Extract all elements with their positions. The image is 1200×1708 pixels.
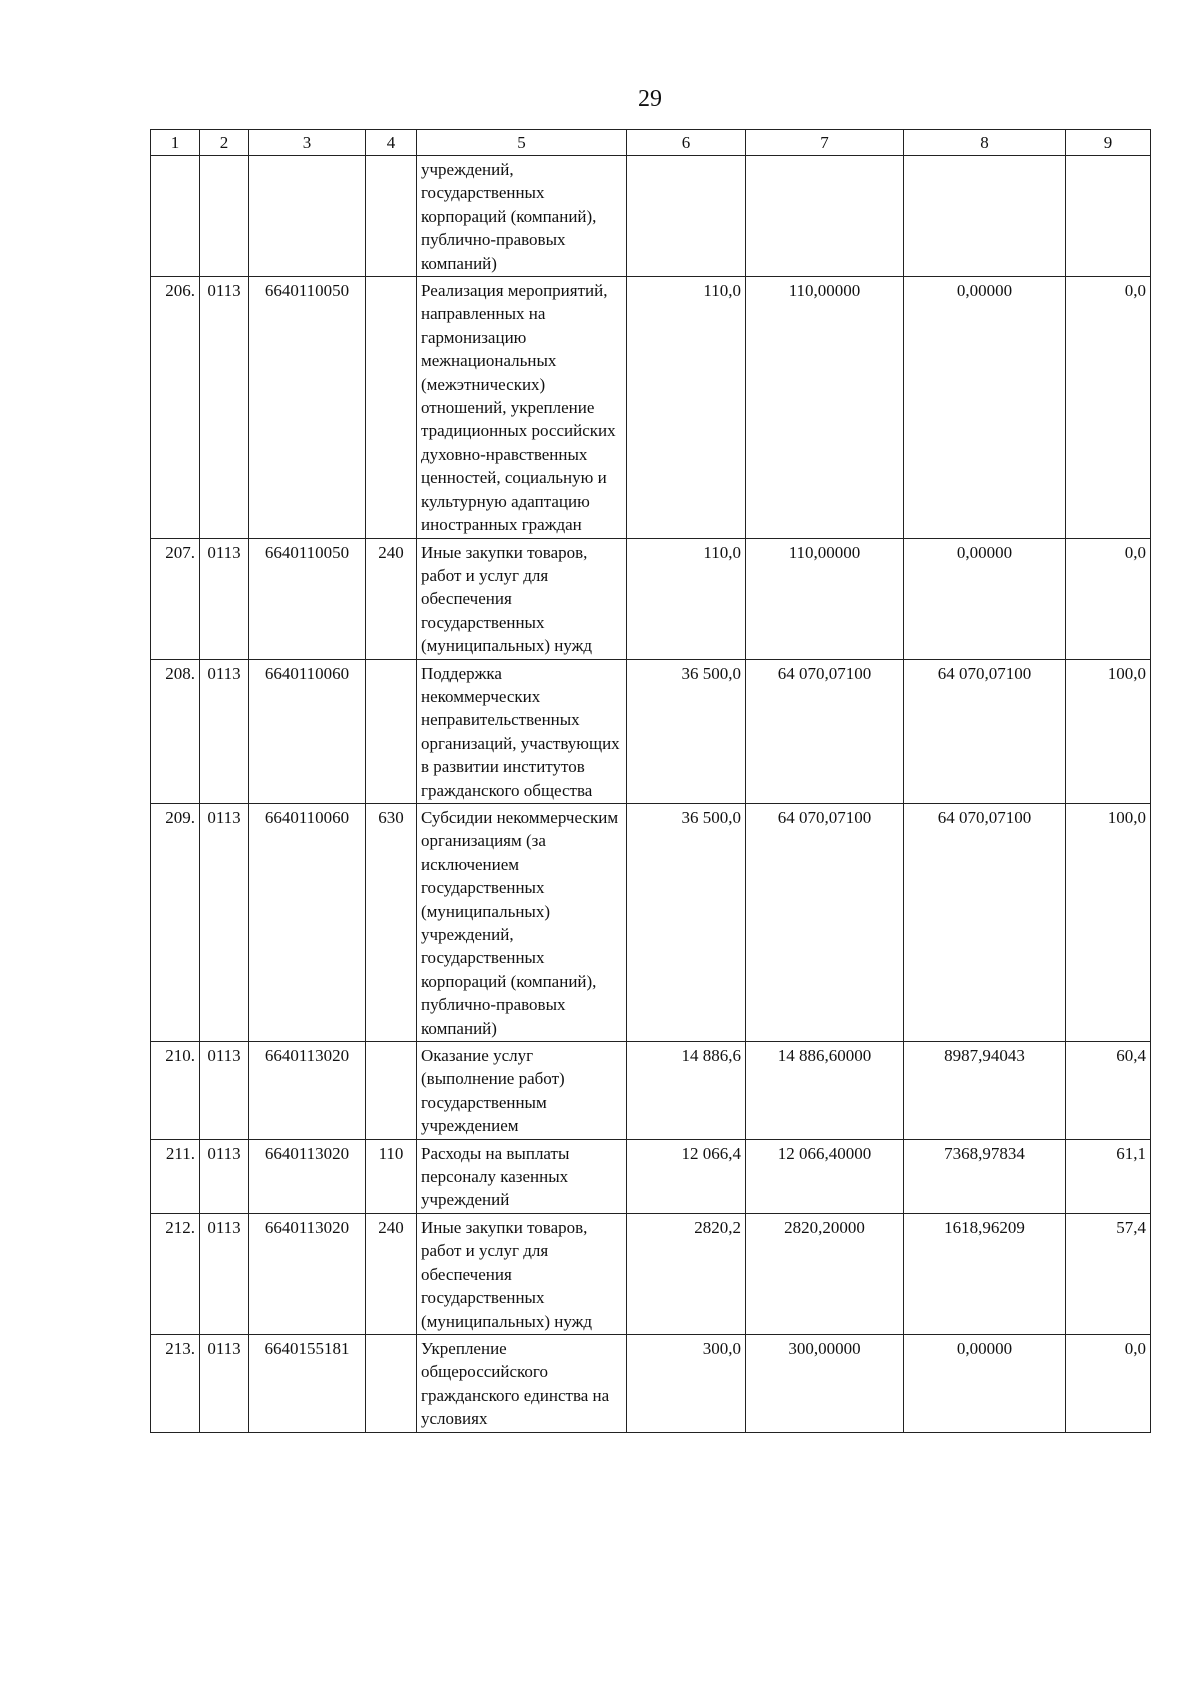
item-name: Иные закупки товаров, работ и услуг для обеспечения государственных (муниципальных) нужд	[417, 1213, 627, 1334]
item-name: Реализация мероприятий, направленных на гармонизацию межнациональных (межэтнических) отношений, укрепление традиционных российских духовно-нравственных ценностей, социальную и культурную адаптацию иностранных граждан	[417, 277, 627, 538]
refined-amount: 12 066,40000	[746, 1139, 904, 1213]
row-number: 209.	[151, 803, 200, 1041]
item-name: учреждений, государственных корпораций (компаний), публично-правовых компаний)	[417, 156, 627, 277]
col-header-9: 9	[1066, 130, 1151, 156]
col-header-6: 6	[627, 130, 746, 156]
section-code: 0113	[200, 1334, 249, 1432]
section-code: 0113	[200, 538, 249, 659]
refined-amount: 14 886,60000	[746, 1042, 904, 1140]
table-row	[151, 538, 1151, 659]
execution-percent: 60,4	[1066, 1042, 1151, 1140]
plan-amount: 110,0	[627, 538, 746, 659]
refined-amount	[746, 156, 904, 277]
execution-percent: 61,1	[1066, 1139, 1151, 1213]
table-row	[151, 1213, 1151, 1334]
row-number: 213.	[151, 1334, 200, 1432]
row-number: 208.	[151, 659, 200, 803]
plan-amount: 2820,2	[627, 1213, 746, 1334]
target-article	[249, 156, 366, 277]
execution-percent: 100,0	[1066, 803, 1151, 1041]
table-row	[151, 1334, 1151, 1432]
expense-type: 630	[366, 803, 417, 1041]
expense-type	[366, 1334, 417, 1432]
refined-amount: 2820,20000	[746, 1213, 904, 1334]
actual-amount: 64 070,07100	[904, 659, 1066, 803]
plan-amount: 110,0	[627, 277, 746, 538]
table-row	[151, 277, 1151, 538]
col-header-4: 4	[366, 130, 417, 156]
actual-amount: 64 070,07100	[904, 803, 1066, 1041]
row-number	[151, 156, 200, 277]
target-article: 6640110060	[249, 803, 366, 1041]
section-code: 0113	[200, 803, 249, 1041]
execution-percent	[1066, 156, 1151, 277]
col-header-5: 5	[417, 130, 627, 156]
item-name: Оказание услуг (выполнение работ) государственным учреждением	[417, 1042, 627, 1140]
plan-amount: 12 066,4	[627, 1139, 746, 1213]
section-code: 0113	[200, 1042, 249, 1140]
plan-amount: 36 500,0	[627, 803, 746, 1041]
plan-amount: 36 500,0	[627, 659, 746, 803]
col-header-1: 1	[151, 130, 200, 156]
execution-percent: 100,0	[1066, 659, 1151, 803]
col-header-7: 7	[746, 130, 904, 156]
actual-amount: 0,00000	[904, 277, 1066, 538]
refined-amount: 64 070,07100	[746, 659, 904, 803]
header-row	[151, 130, 1151, 156]
refined-amount: 300,00000	[746, 1334, 904, 1432]
section-code: 0113	[200, 1213, 249, 1334]
actual-amount	[904, 156, 1066, 277]
target-article: 6640110050	[249, 538, 366, 659]
refined-amount: 64 070,07100	[746, 803, 904, 1041]
actual-amount: 0,00000	[904, 538, 1066, 659]
row-number: 212.	[151, 1213, 200, 1334]
execution-percent: 57,4	[1066, 1213, 1151, 1334]
table-row	[151, 803, 1151, 1041]
item-name: Поддержка некоммерческих неправительственных организаций, участвующих в развитии институтов гражданского общества	[417, 659, 627, 803]
col-header-8: 8	[904, 130, 1066, 156]
refined-amount: 110,00000	[746, 277, 904, 538]
target-article: 6640113020	[249, 1213, 366, 1334]
refined-amount: 110,00000	[746, 538, 904, 659]
col-header-3: 3	[249, 130, 366, 156]
item-name: Иные закупки товаров, работ и услуг для обеспечения государственных (муниципальных) нужд	[417, 538, 627, 659]
expense-type: 110	[366, 1139, 417, 1213]
plan-amount: 300,0	[627, 1334, 746, 1432]
target-article: 6640155181	[249, 1334, 366, 1432]
col-header-2: 2	[200, 130, 249, 156]
table-row	[151, 156, 1151, 277]
row-number: 211.	[151, 1139, 200, 1213]
section-code	[200, 156, 249, 277]
expense-type	[366, 659, 417, 803]
actual-amount: 8987,94043	[904, 1042, 1066, 1140]
plan-amount: 14 886,6	[627, 1042, 746, 1140]
actual-amount: 1618,96209	[904, 1213, 1066, 1334]
row-number: 207.	[151, 538, 200, 659]
item-name: Укрепление общероссийского гражданского единства на условиях	[417, 1334, 627, 1432]
table-row	[151, 659, 1151, 803]
item-name: Расходы на выплаты персоналу казенных учреждений	[417, 1139, 627, 1213]
table-row	[151, 1139, 1151, 1213]
section-code: 0113	[200, 659, 249, 803]
actual-amount: 7368,97834	[904, 1139, 1066, 1213]
target-article: 6640113020	[249, 1042, 366, 1140]
actual-amount: 0,00000	[904, 1334, 1066, 1432]
row-number: 210.	[151, 1042, 200, 1140]
expense-type	[366, 277, 417, 538]
item-name: Субсидии некоммерческим организациям (за исключением государственных (муниципальных) учреждений, государственных корпораций (компаний), публично-правовых компаний)	[417, 803, 627, 1041]
page-number: 29	[638, 86, 662, 112]
expense-type: 240	[366, 1213, 417, 1334]
row-number: 206.	[151, 277, 200, 538]
target-article: 6640113020	[249, 1139, 366, 1213]
expense-type	[366, 1042, 417, 1140]
target-article: 6640110050	[249, 277, 366, 538]
expense-type	[366, 156, 417, 277]
section-code: 0113	[200, 277, 249, 538]
plan-amount	[627, 156, 746, 277]
section-code: 0113	[200, 1139, 249, 1213]
execution-percent: 0,0	[1066, 538, 1151, 659]
table-row	[151, 1042, 1151, 1140]
execution-percent: 0,0	[1066, 1334, 1151, 1432]
expense-type: 240	[366, 538, 417, 659]
execution-percent: 0,0	[1066, 277, 1151, 538]
target-article: 6640110060	[249, 659, 366, 803]
budget-table	[150, 129, 1151, 1433]
